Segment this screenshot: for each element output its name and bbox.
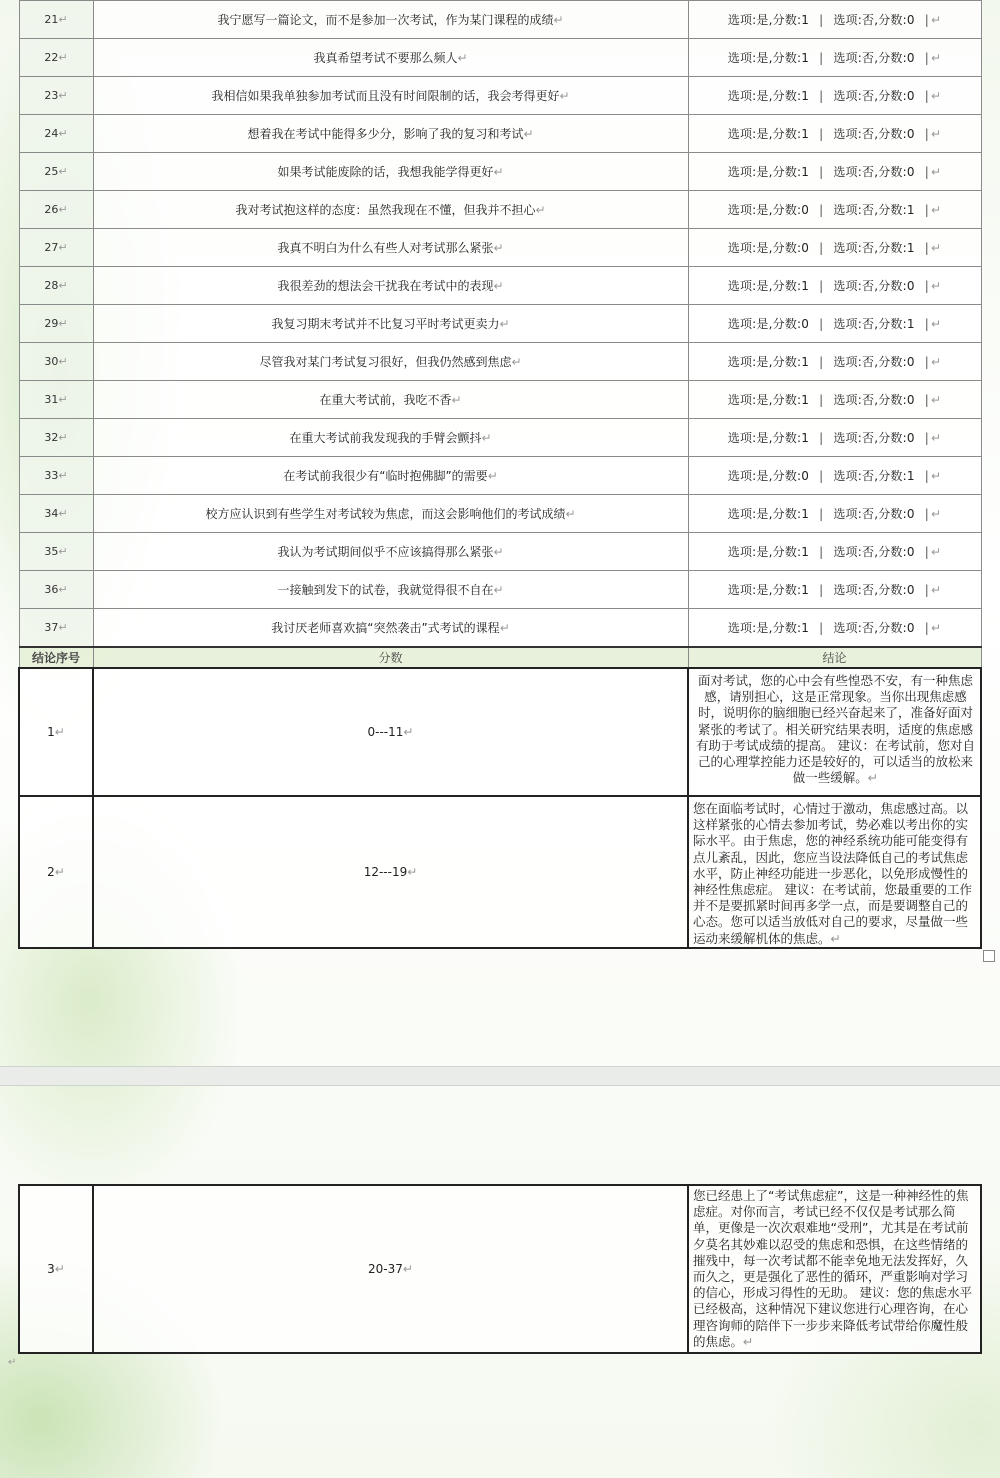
option-yes: 选项:是,分数:1 [727, 431, 810, 445]
option-yes: 选项:是,分数:1 [727, 51, 810, 65]
questionnaire-table [18, 0, 982, 949]
question-options: 选项:是,分数:1 | 选项:否,分数:0 | ↵ [688, 267, 981, 305]
question-number: 36↵ [19, 571, 93, 609]
question-number: 35↵ [19, 533, 93, 571]
question-row [19, 115, 981, 153]
question-row [19, 39, 981, 77]
question-text: 我对考试抱这样的态度：虽然我现在不懂，但我并不担心↵ [93, 191, 688, 229]
question-number: 30↵ [19, 343, 93, 381]
question-row [19, 305, 981, 343]
result-conclusion-text: 您已经患上了“考试焦虑症”，这是一种神经性的焦虑症。对你而言，考试已经不仅仅是考试那么简单，更像是一次次艰难地“受刑”，尤其是在考试前夕莫名其妙难以忍受的焦虑和恐惧，在这些情绪的摧残中，每一次考试都不能幸免地无法发挥好，久而久之，更是强化了恶性的循环，严重影响对学习的信心，形成习得性的无助。 建议：您的焦虑水平已经极高，这种情况下建议您进行心理咨询，在心理咨询师的陪伴下一步步来降低考试带给你魔性般的焦虑。↵ [688, 1185, 981, 1353]
option-no: 选项:否,分数:0 [833, 583, 915, 597]
question-row [19, 609, 981, 648]
result-table-continued [18, 1184, 982, 1354]
question-options: 选项:是,分数:1 | 选项:否,分数:0 | ↵ [688, 39, 981, 77]
question-number: 26↵ [19, 191, 93, 229]
page-break [0, 1066, 1000, 1086]
question-number: 28↵ [19, 267, 93, 305]
option-no: 选项:否,分数:0 [833, 393, 915, 407]
option-yes: 选项:是,分数:1 [727, 621, 810, 635]
question-number: 24↵ [19, 115, 93, 153]
question-row [19, 495, 981, 533]
question-text: 我宁愿写一篇论文，而不是参加一次考试，作为某门课程的成绩↵ [93, 1, 688, 39]
question-text: 我相信如果我单独参加考试而且没有时间限制的话，我会考得更好↵ [93, 77, 688, 115]
question-text: 我复习期末考试并不比复习平时考试更卖力↵ [93, 305, 688, 343]
result-number: 1↵ [19, 668, 93, 796]
question-number: 22↵ [19, 39, 93, 77]
paragraph-mark-icon: ↵ [8, 1357, 17, 1368]
document-page-2 [0, 1085, 1000, 1478]
question-row [19, 419, 981, 457]
question-options: 选项:是,分数:1 | 选项:否,分数:0 | ↵ [688, 1, 981, 39]
option-yes: 选项:是,分数:0 [727, 203, 810, 217]
option-no: 选项:否,分数:0 [833, 13, 915, 27]
question-number: 33↵ [19, 457, 93, 495]
question-number: 27↵ [19, 229, 93, 267]
question-text: 我讨厌老师喜欢搞“突然袭击”式考试的课程↵ [93, 609, 688, 648]
table-resize-handle[interactable] [983, 950, 995, 962]
question-row [19, 229, 981, 267]
option-yes: 选项:是,分数:1 [727, 355, 810, 369]
question-options: 选项:是,分数:1 | 选项:否,分数:0 | ↵ [688, 609, 981, 648]
question-options: 选项:是,分数:0 | 选项:否,分数:1 | ↵ [688, 229, 981, 267]
question-number: 29↵ [19, 305, 93, 343]
question-row [19, 1, 981, 39]
option-no: 选项:否,分数:0 [833, 507, 915, 521]
question-text: 一接触到发下的试卷，我就觉得很不自在↵ [93, 571, 688, 609]
option-no: 选项:否,分数:1 [833, 203, 915, 217]
option-yes: 选项:是,分数:1 [727, 507, 810, 521]
option-yes: 选项:是,分数:1 [727, 545, 810, 559]
option-no: 选项:否,分数:0 [833, 89, 915, 103]
question-options: 选项:是,分数:1 | 选项:否,分数:0 | ↵ [688, 77, 981, 115]
question-row [19, 153, 981, 191]
option-no: 选项:否,分数:0 [833, 355, 915, 369]
option-yes: 选项:是,分数:0 [727, 317, 810, 331]
question-number: 23↵ [19, 77, 93, 115]
question-options: 选项:是,分数:0 | 选项:否,分数:1 | ↵ [688, 457, 981, 495]
option-no: 选项:否,分数:0 [833, 51, 915, 65]
question-options: 选项:是,分数:1 | 选项:否,分数:0 | ↵ [688, 419, 981, 457]
question-row [19, 457, 981, 495]
option-no: 选项:否,分数:0 [833, 165, 915, 179]
option-yes: 选项:是,分数:1 [727, 583, 810, 597]
question-options: 选项:是,分数:1 | 选项:否,分数:0 | ↵ [688, 115, 981, 153]
question-text: 我真不明白为什么有些人对考试那么紧张↵ [93, 229, 688, 267]
question-text: 在重大考试前，我吃不香↵ [93, 381, 688, 419]
result-row-1 [19, 668, 981, 796]
result-score: 20-37↵ [93, 1185, 688, 1353]
header-score: 分数 [93, 647, 688, 668]
question-text: 如果考试能废除的话，我想我能学得更好↵ [93, 153, 688, 191]
option-no: 选项:否,分数:0 [833, 279, 915, 293]
question-row [19, 191, 981, 229]
question-number: 32↵ [19, 419, 93, 457]
option-yes: 选项:是,分数:1 [727, 279, 810, 293]
question-row [19, 267, 981, 305]
question-number: 25↵ [19, 153, 93, 191]
question-row [19, 571, 981, 609]
question-number: 21↵ [19, 1, 93, 39]
option-yes: 选项:是,分数:1 [727, 127, 810, 141]
question-number: 34↵ [19, 495, 93, 533]
result-score: 0---11↵ [93, 668, 688, 796]
option-yes: 选项:是,分数:1 [727, 393, 810, 407]
question-options: 选项:是,分数:1 | 选项:否,分数:0 | ↵ [688, 153, 981, 191]
option-yes: 选项:是,分数:1 [727, 89, 810, 103]
option-yes: 选项:是,分数:0 [727, 241, 810, 255]
option-no: 选项:否,分数:0 [833, 127, 915, 141]
question-text: 想着我在考试中能得多少分，影响了我的复习和考试↵ [93, 115, 688, 153]
option-no: 选项:否,分数:0 [833, 431, 915, 445]
option-yes: 选项:是,分数:1 [727, 165, 810, 179]
question-text: 我真希望考试不要那么频人↵ [93, 39, 688, 77]
question-row [19, 343, 981, 381]
question-text: 在考试前我很少有“临时抱佛脚”的需要↵ [93, 457, 688, 495]
option-no: 选项:否,分数:0 [833, 621, 915, 635]
question-options: 选项:是,分数:0 | 选项:否,分数:1 | ↵ [688, 305, 981, 343]
result-header-row [19, 647, 981, 668]
question-options: 选项:是,分数:1 | 选项:否,分数:0 | ↵ [688, 381, 981, 419]
header-conclusion: 结论 [688, 647, 981, 668]
result-row-2 [19, 796, 981, 948]
question-number: 31↵ [19, 381, 93, 419]
result-number: 2↵ [19, 796, 93, 948]
header-result-number: 结论序号 [19, 647, 93, 668]
question-number: 37↵ [19, 609, 93, 648]
question-text: 我很差劲的想法会干扰我在考试中的表现↵ [93, 267, 688, 305]
question-text: 我认为考试期间似乎不应该搞得那么紧张↵ [93, 533, 688, 571]
result-number: 3↵ [19, 1185, 93, 1353]
question-row [19, 77, 981, 115]
question-options: 选项:是,分数:1 | 选项:否,分数:0 | ↵ [688, 495, 981, 533]
option-yes: 选项:是,分数:0 [727, 469, 810, 483]
question-options: 选项:是,分数:1 | 选项:否,分数:0 | ↵ [688, 343, 981, 381]
question-text: 尽管我对某门考试复习很好，但我仍然感到焦虑↵ [93, 343, 688, 381]
option-no: 选项:否,分数:1 [833, 469, 915, 483]
question-row [19, 533, 981, 571]
question-options: 选项:是,分数:1 | 选项:否,分数:0 | ↵ [688, 533, 981, 571]
option-no: 选项:否,分数:1 [833, 317, 915, 331]
result-score: 12---19↵ [93, 796, 688, 948]
question-options: 选项:是,分数:0 | 选项:否,分数:1 | ↵ [688, 191, 981, 229]
question-row [19, 381, 981, 419]
question-rows [19, 1, 981, 648]
result-conclusion-text: 您在面临考试时，心情过于激动，焦虑感过高。以这样紧张的心情去参加考试，势必难以考出你的实际水平。由于焦虑，您的神经系统功能可能变得有点儿紊乱，因此，您应当设法降低自己的考试焦虑水平，防止神经功能进一步恶化，以免形成慢性的神经性焦虑症。 建议：在考试前，您最重要的工作并不是要抓紧时间再多学一点，而是要调整自己的心态。您可以适当放低对自己的要求，尽量做一些运动来缓解机体的焦虑。↵ [688, 796, 981, 948]
option-no: 选项:否,分数:1 [833, 241, 915, 255]
option-no: 选项:否,分数:0 [833, 545, 915, 559]
question-text: 校方应认识到有些学生对考试较为焦虑，而这会影响他们的考试成绩↵ [93, 495, 688, 533]
question-text: 在重大考试前我发现我的手臂会颤抖↵ [93, 419, 688, 457]
result-row-3 [19, 1185, 981, 1353]
result-conclusion-text: 面对考试，您的心中会有些惶恐不安，有一种焦虑感，请别担心，这是正常现象。当你出现焦虑感时，说明你的脑细胞已经兴奋起来了，准备好面对紧张的考试了。相关研究结果表明，适度的焦虑感有助于考试成绩的提高。 建议：在考试前，您对自己的心理掌控能力还是较好的，可以适当的放松来做一些缓解。↵ [688, 668, 981, 796]
option-yes: 选项:是,分数:1 [727, 13, 810, 27]
question-options: 选项:是,分数:1 | 选项:否,分数:0 | ↵ [688, 571, 981, 609]
